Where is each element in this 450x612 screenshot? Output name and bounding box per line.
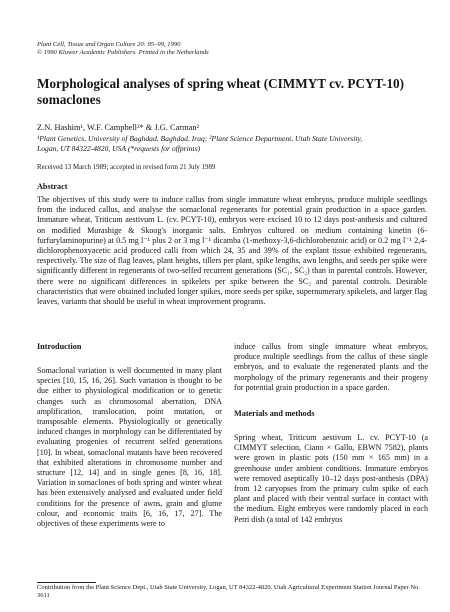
introduction-continued-text: induce callus from single immature wheat embryos, produce multiple seedlings from the callus of these single embryos, and to evaluate the regenerated plants and the morphology of the primary regenerants and their progeny for potential grain production in a space garden. <box>234 342 428 392</box>
footnote-text: Contribution from the Plant Science Dept., Utah State University, Logan, UT 84322-4820. Utah Agricultural Experiment Station Journal Paper No. 3611 <box>37 584 420 599</box>
introduction-heading: Introduction <box>37 342 82 351</box>
methods-text: Spring wheat, Triticum aestivum L. cv. PCYT-10 (a CIMMYT selection, Ciano × Gallo, EBWN 7582), plants were grown in plastic pots (150 mm × 165 mm) in a greenhouse under ambient conditions. Immature embryos were removed aseptically 10–12 days post-anthesis (DPA) from 12 caryopses from the primary culm spike of each plant and placed with their ventral surface in contact with the medium. Eight embryos were randomly placed in each Petri dish (a total of 142 embryos <box>234 433 428 524</box>
methods-heading: Materials and methods <box>234 409 315 419</box>
introduction-text: Somaclonal variation is well documented in many plant species [10, 15, 16, 26]. Such variation is thought to be due either to physiological modification or to genetic changes such as chromosomal aberration, DNA amplification, translocation, point mutation, or transposable elements. Physiologically or genetically induced changes in morphology can be differentiated by evaluating progenies of recurrent selfed generations [10]. In wheat, somaclonal mutants have been recovered that exhibited alterations in chromosome number and structure [12, 14] and in single genes [8, 16, 18]. Variation in somaclones of both spring and winter wheat has been extensively analysed and evaluated under field conditions for the presence of awns, grain and glume colour, and economic traits [6, 16, 17, 27]. The objectives of these experiments were to <box>37 366 222 529</box>
copyright-line: © 1990 Kluwer Academic Publishers. Printed in the Netherlands <box>37 49 209 56</box>
article-title: Morphological analyses of spring wheat (CIMMYT cv. PCYT-10) somaclones <box>37 76 405 107</box>
author-list: Z.N. Hashim¹, W.F. Campbell²* & J.G. Carman² <box>37 123 200 132</box>
affiliation-line-1: ¹Plant Genetics, University of Baghdad, Baghdad, Iraq; ²Plant Science Department, Utah State University, <box>37 134 363 143</box>
footnote-rule <box>37 582 96 583</box>
left-column <box>37 342 222 529</box>
journal-citation: Plant Cell, Tissue and Organ Culture 20: 95–99, 1990 <box>37 41 181 48</box>
affiliation-line-2: Logan, UT 84322-4820, USA (*requests for offprints) <box>37 144 201 153</box>
abstract-text: The objectives of this study were to induce callus from single immature wheat embryos, produce multiple seedlings from the induced callus, and analyse the somaclonal regenerants for potential grain production in a space garden. Immature wheat, Triticum aestivum L. (cv. PCYT-10), embryos were excised 10 to 12 days post-anthesis and cultured on modified Murashige & Skoog's inorganic salts. Embryos cultured on medium containing kinetin (6-furfurylaminopurine) at 0.5 mg l⁻¹ plus 2 or 3 mg l⁻¹ dicamba (1-methoxy-3,6-dichlorobenzoic acid) or 0.2 mg l⁻¹ 2,4-dichlorophenoxyacetic acid produced calli from which 24, 35 and 39% of the explant tissue exhibited regenerants, respectively. The size of flag leaves, plant heights, tillers per plant, spike lengths, awn lengths, and seeds per spike were significantly different in regenerants of two-selfed recurrent generations (SC₁, SC₂) than in parental controls. However, there were no significant differences in spikelets per spike between the SC₂ and parental controls. Desirable characteristics that were obtained included longer spikes, more seeds per spike, supernumerary spikelets, and larger flag leaves, variants that should be useful in wheat improvement programs. <box>37 195 427 307</box>
right-column <box>234 342 428 525</box>
abstract-heading: Abstract <box>37 182 68 191</box>
received-dates: Received 13 March 1989; accepted in revised form 21 July 1989 <box>37 164 216 171</box>
